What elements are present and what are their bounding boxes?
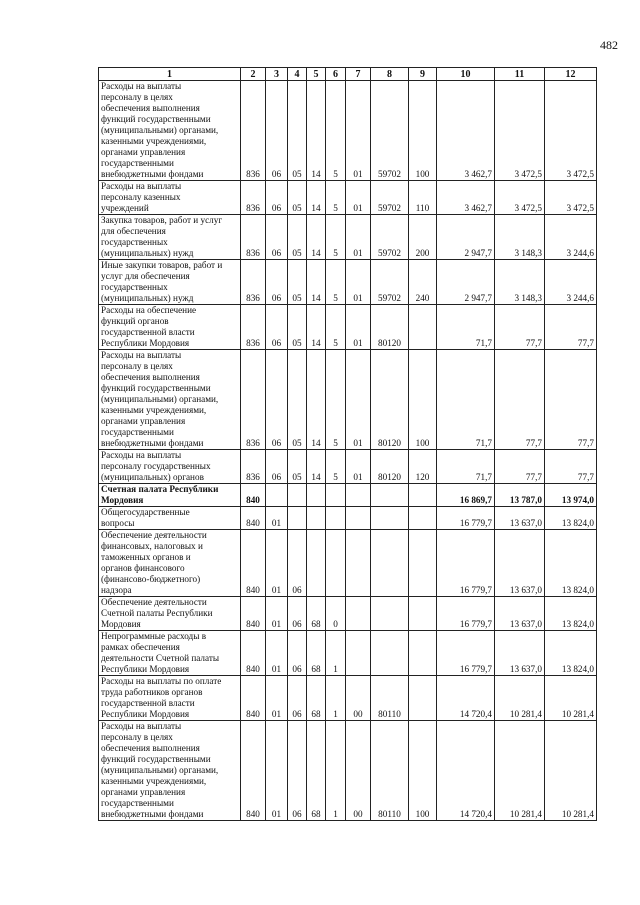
cell-subprogram-code: 5 — [326, 215, 346, 260]
cell-section-code — [266, 484, 288, 507]
cell-amount-year3: 13 824,0 — [545, 530, 597, 597]
table-row — [99, 676, 597, 721]
cell-amount-year2: 13 637,0 — [495, 631, 545, 676]
cell-direction-code: 59702 — [371, 81, 409, 181]
cell-expense-type-code: 110 — [409, 181, 437, 215]
cell-event-code — [346, 484, 371, 507]
column-header: 7 — [346, 68, 371, 81]
cell-amount-year3: 13 824,0 — [545, 507, 597, 530]
cell-expense-type-code — [409, 507, 437, 530]
cell-subsection-code: 06 — [288, 597, 307, 631]
column-header: 9 — [409, 68, 437, 81]
cell-direction-code: 80120 — [371, 305, 409, 350]
row-description: Общегосударственные вопросы — [99, 507, 241, 530]
cell-subsection-code: 05 — [288, 350, 307, 450]
cell-subprogram-code — [326, 530, 346, 597]
cell-subsection-code — [288, 507, 307, 530]
row-description: Иные закупки товаров, работ и услуг для обеспечения государственных (муниципальных) нужд — [99, 260, 241, 305]
row-description: Расходы на обеспечение функций органов государственной власти Республики Мордовия — [99, 305, 241, 350]
cell-direction-code: 59702 — [371, 260, 409, 305]
cell-ministry-code: 836 — [241, 181, 266, 215]
cell-section-code: 01 — [266, 721, 288, 821]
cell-event-code — [346, 507, 371, 530]
cell-ministry-code: 836 — [241, 81, 266, 181]
cell-amount-year3: 77,7 — [545, 305, 597, 350]
cell-subsection-code: 06 — [288, 721, 307, 821]
cell-program-code: 68 — [307, 676, 326, 721]
cell-amount-year3: 13 824,0 — [545, 631, 597, 676]
cell-amount-year2: 3 472,5 — [495, 81, 545, 181]
cell-expense-type-code — [409, 484, 437, 507]
cell-subprogram-code: 1 — [326, 631, 346, 676]
cell-event-code: 01 — [346, 260, 371, 305]
cell-amount-year2: 3 148,3 — [495, 260, 545, 305]
cell-amount-year2: 13 637,0 — [495, 507, 545, 530]
cell-direction-code — [371, 597, 409, 631]
cell-expense-type-code: 200 — [409, 215, 437, 260]
cell-subsection-code: 05 — [288, 215, 307, 260]
column-header: 6 — [326, 68, 346, 81]
cell-direction-code: 80110 — [371, 676, 409, 721]
cell-amount-year1: 16 779,7 — [437, 530, 495, 597]
cell-expense-type-code — [409, 597, 437, 631]
cell-section-code: 06 — [266, 260, 288, 305]
header-row — [99, 68, 597, 81]
cell-subprogram-code: 1 — [326, 721, 346, 821]
row-description: Закупка товаров, работ и услуг для обеспечения государственных (муниципальных) нужд — [99, 215, 241, 260]
cell-event-code — [346, 597, 371, 631]
cell-amount-year3: 3 244,6 — [545, 260, 597, 305]
cell-expense-type-code: 100 — [409, 721, 437, 821]
cell-section-code: 06 — [266, 305, 288, 350]
cell-ministry-code: 840 — [241, 631, 266, 676]
cell-expense-type-code — [409, 676, 437, 721]
cell-subsection-code: 05 — [288, 450, 307, 484]
cell-subsection-code: 06 — [288, 676, 307, 721]
cell-amount-year1: 16 779,7 — [437, 597, 495, 631]
cell-subprogram-code — [326, 507, 346, 530]
cell-subprogram-code: 5 — [326, 450, 346, 484]
cell-amount-year2: 3 472,5 — [495, 181, 545, 215]
table-row — [99, 484, 597, 507]
cell-amount-year1: 2 947,7 — [437, 260, 495, 305]
cell-subsection-code: 05 — [288, 81, 307, 181]
cell-subprogram-code: 1 — [326, 676, 346, 721]
cell-amount-year3: 13 974,0 — [545, 484, 597, 507]
table-row — [99, 350, 597, 450]
cell-ministry-code: 836 — [241, 305, 266, 350]
cell-amount-year3: 13 824,0 — [545, 597, 597, 631]
cell-section-code: 06 — [266, 450, 288, 484]
cell-program-code — [307, 530, 326, 597]
row-description: Расходы на выплаты по оплате труда работников органов государственной власти Республики Мордовия — [99, 676, 241, 721]
cell-amount-year2: 77,7 — [495, 305, 545, 350]
cell-subprogram-code — [326, 484, 346, 507]
row-description: Обеспечение деятельности Счетной палаты Республики Мордовия — [99, 597, 241, 631]
table-row — [99, 530, 597, 597]
cell-direction-code: 80120 — [371, 350, 409, 450]
cell-section-code: 01 — [266, 507, 288, 530]
cell-direction-code — [371, 507, 409, 530]
cell-event-code: 01 — [346, 350, 371, 450]
column-header: 5 — [307, 68, 326, 81]
cell-subsection-code: 06 — [288, 530, 307, 597]
cell-direction-code — [371, 631, 409, 676]
cell-amount-year2: 13 637,0 — [495, 530, 545, 597]
cell-event-code: 00 — [346, 676, 371, 721]
cell-amount-year2: 13 787,0 — [495, 484, 545, 507]
cell-subprogram-code: 5 — [326, 81, 346, 181]
cell-subprogram-code: 5 — [326, 260, 346, 305]
cell-subsection-code: 05 — [288, 260, 307, 305]
cell-section-code: 06 — [266, 350, 288, 450]
cell-direction-code: 59702 — [371, 181, 409, 215]
row-description: Расходы на выплаты персоналу государственных (муниципальных) органов — [99, 450, 241, 484]
cell-expense-type-code: 120 — [409, 450, 437, 484]
cell-ministry-code: 840 — [241, 721, 266, 821]
cell-subsection-code: 05 — [288, 181, 307, 215]
row-description: Расходы на выплаты персоналу в целях обеспечения выполнения функций государственными (муниципальными) органами, казенными учреждениями, органами управления государственными внебюджетными фондами — [99, 721, 241, 821]
cell-direction-code: 59702 — [371, 215, 409, 260]
cell-amount-year1: 16 869,7 — [437, 484, 495, 507]
cell-expense-type-code — [409, 305, 437, 350]
cell-section-code: 01 — [266, 597, 288, 631]
cell-subprogram-code: 5 — [326, 350, 346, 450]
cell-amount-year2: 3 148,3 — [495, 215, 545, 260]
cell-ministry-code: 836 — [241, 350, 266, 450]
cell-event-code: 01 — [346, 305, 371, 350]
cell-program-code: 14 — [307, 181, 326, 215]
column-header: 2 — [241, 68, 266, 81]
table-row — [99, 181, 597, 215]
cell-subsection-code: 06 — [288, 631, 307, 676]
budget-table — [98, 67, 597, 821]
cell-section-code: 01 — [266, 530, 288, 597]
row-description: Расходы на выплаты персоналу казенных учреждений — [99, 181, 241, 215]
cell-amount-year1: 71,7 — [437, 350, 495, 450]
cell-event-code: 01 — [346, 81, 371, 181]
cell-event-code — [346, 631, 371, 676]
cell-amount-year1: 3 462,7 — [437, 81, 495, 181]
cell-event-code: 01 — [346, 181, 371, 215]
cell-program-code: 68 — [307, 721, 326, 821]
cell-program-code — [307, 507, 326, 530]
row-description: Расходы на выплаты персоналу в целях обеспечения выполнения функций государственными (муниципальными) органами, казенными учреждениями, органами управления государственными внебюджетными фондами — [99, 350, 241, 450]
table-row — [99, 597, 597, 631]
cell-program-code: 68 — [307, 631, 326, 676]
cell-program-code: 14 — [307, 215, 326, 260]
cell-section-code: 01 — [266, 631, 288, 676]
cell-subsection-code: 05 — [288, 305, 307, 350]
cell-ministry-code: 840 — [241, 676, 266, 721]
cell-amount-year1: 16 779,7 — [437, 507, 495, 530]
cell-program-code: 68 — [307, 597, 326, 631]
cell-event-code — [346, 530, 371, 597]
cell-program-code: 14 — [307, 450, 326, 484]
table-row — [99, 215, 597, 260]
cell-event-code: 01 — [346, 450, 371, 484]
cell-event-code: 00 — [346, 721, 371, 821]
table-row — [99, 507, 597, 530]
column-header: 11 — [495, 68, 545, 81]
cell-expense-type-code: 100 — [409, 81, 437, 181]
table-row — [99, 81, 597, 181]
cell-expense-type-code — [409, 631, 437, 676]
row-description: Расходы на выплаты персоналу в целях обеспечения выполнения функций государственными (муниципальными) органами, казенными учреждениями, органами управления государственными внебюджетными фондами — [99, 81, 241, 181]
cell-amount-year3: 77,7 — [545, 450, 597, 484]
column-header: 8 — [371, 68, 409, 81]
column-header: 1 — [99, 68, 241, 81]
cell-amount-year3: 77,7 — [545, 350, 597, 450]
budget-table-container — [98, 67, 597, 821]
cell-amount-year3: 3 472,5 — [545, 81, 597, 181]
cell-amount-year3: 3 472,5 — [545, 181, 597, 215]
cell-direction-code: 80110 — [371, 721, 409, 821]
table-row — [99, 631, 597, 676]
cell-amount-year3: 10 281,4 — [545, 676, 597, 721]
row-description: Непрограммные расходы в рамках обеспечения деятельности Счетной палаты Республики Мордовия — [99, 631, 241, 676]
cell-expense-type-code: 100 — [409, 350, 437, 450]
table-row — [99, 260, 597, 305]
cell-ministry-code: 836 — [241, 260, 266, 305]
cell-ministry-code: 840 — [241, 484, 266, 507]
table-row — [99, 450, 597, 484]
cell-amount-year3: 10 281,4 — [545, 721, 597, 821]
cell-direction-code — [371, 484, 409, 507]
cell-section-code: 01 — [266, 676, 288, 721]
table-row — [99, 721, 597, 821]
column-header: 4 — [288, 68, 307, 81]
cell-amount-year1: 16 779,7 — [437, 631, 495, 676]
cell-subprogram-code: 5 — [326, 181, 346, 215]
cell-amount-year2: 77,7 — [495, 350, 545, 450]
cell-direction-code — [371, 530, 409, 597]
cell-program-code: 14 — [307, 81, 326, 181]
cell-amount-year1: 14 720,4 — [437, 676, 495, 721]
cell-subsection-code — [288, 484, 307, 507]
cell-ministry-code: 840 — [241, 597, 266, 631]
cell-amount-year1: 71,7 — [437, 450, 495, 484]
column-header: 3 — [266, 68, 288, 81]
cell-amount-year3: 3 244,6 — [545, 215, 597, 260]
cell-section-code: 06 — [266, 81, 288, 181]
column-header: 12 — [545, 68, 597, 81]
cell-amount-year2: 13 637,0 — [495, 597, 545, 631]
cell-amount-year2: 10 281,4 — [495, 721, 545, 821]
cell-program-code: 14 — [307, 350, 326, 450]
cell-subprogram-code: 5 — [326, 305, 346, 350]
cell-subprogram-code: 0 — [326, 597, 346, 631]
column-header: 10 — [437, 68, 495, 81]
cell-expense-type-code: 240 — [409, 260, 437, 305]
table-row — [99, 305, 597, 350]
cell-program-code: 14 — [307, 305, 326, 350]
cell-section-code: 06 — [266, 181, 288, 215]
cell-direction-code: 80120 — [371, 450, 409, 484]
cell-amount-year1: 3 462,7 — [437, 181, 495, 215]
row-description: Счетная палата Республики Мордовия — [99, 484, 241, 507]
table-body — [99, 81, 597, 821]
cell-event-code: 01 — [346, 215, 371, 260]
cell-expense-type-code — [409, 530, 437, 597]
cell-amount-year2: 10 281,4 — [495, 676, 545, 721]
cell-amount-year1: 71,7 — [437, 305, 495, 350]
cell-program-code: 14 — [307, 260, 326, 305]
row-description: Обеспечение деятельности финансовых, налоговых и таможенных органов и органов финансового (финансово-бюджетного) надзора — [99, 530, 241, 597]
cell-program-code — [307, 484, 326, 507]
cell-amount-year1: 2 947,7 — [437, 215, 495, 260]
cell-section-code: 06 — [266, 215, 288, 260]
cell-ministry-code: 836 — [241, 450, 266, 484]
cell-ministry-code: 836 — [241, 215, 266, 260]
cell-ministry-code: 840 — [241, 530, 266, 597]
cell-amount-year2: 77,7 — [495, 450, 545, 484]
page-number: 482 — [600, 38, 618, 52]
cell-amount-year1: 14 720,4 — [437, 721, 495, 821]
cell-ministry-code: 840 — [241, 507, 266, 530]
